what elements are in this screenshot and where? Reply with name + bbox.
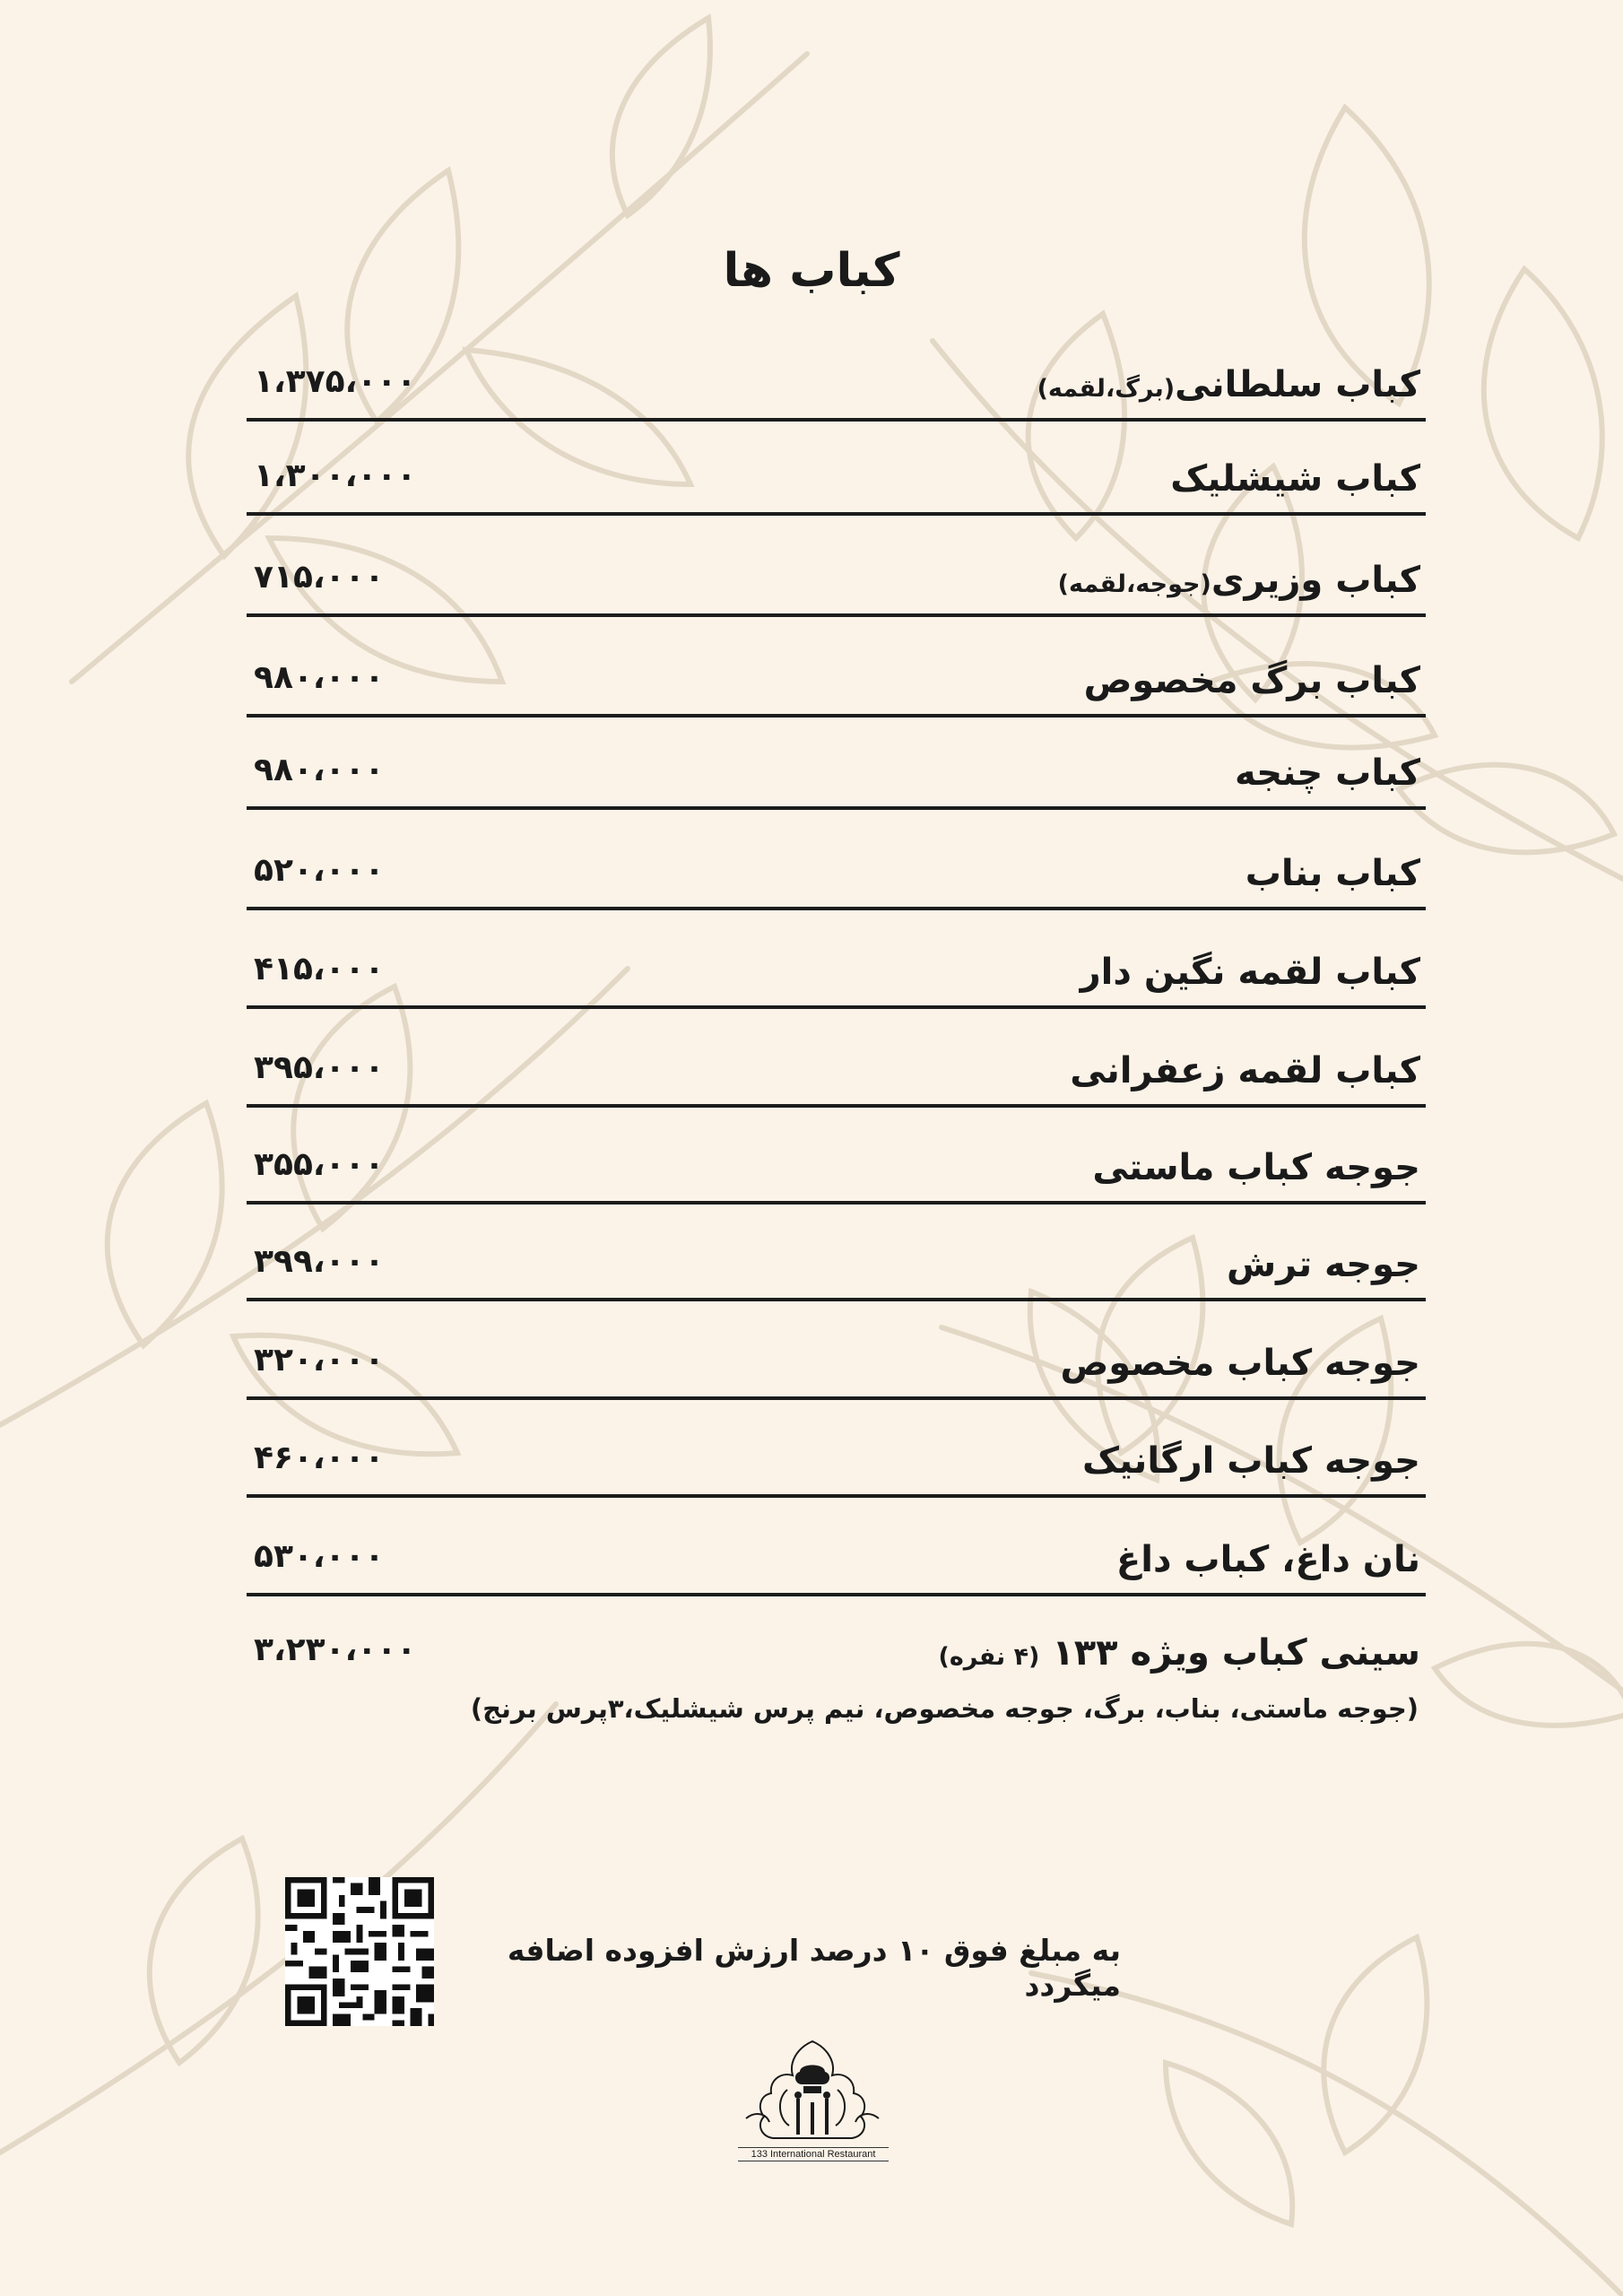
qr-code-icon — [285, 1877, 434, 2026]
menu-item-price: ۳۹۵،۰۰۰ — [254, 1049, 385, 1086]
menu-item-title: جوجه کباب ماستی — [1092, 1147, 1420, 1188]
menu-item-name — [1245, 853, 1420, 894]
menu-item — [247, 1500, 1426, 1596]
menu-item — [247, 813, 1426, 910]
menu-item-price: ۹۸۰،۰۰۰ — [254, 659, 385, 696]
menu-item — [247, 621, 1426, 718]
menu-item — [247, 713, 1426, 810]
menu-item-name — [1081, 952, 1420, 993]
menu-item — [247, 1108, 1426, 1205]
menu-item — [247, 1589, 1426, 1686]
menu-item-name — [1235, 752, 1420, 794]
menu-item-price: ۳۹۹،۰۰۰ — [254, 1243, 385, 1280]
menu-item-title: جوجه کباب مخصوص — [1060, 1343, 1420, 1384]
menu-item-title: نان داغ، کباب داغ — [1115, 1539, 1420, 1580]
menu-item-name — [939, 1632, 1420, 1674]
menu-item — [247, 912, 1426, 1009]
menu-item-title: کباب سلطانی — [1175, 364, 1420, 405]
menu-item-title: کباب بناب — [1245, 853, 1420, 894]
menu-item-price: ۴۶۰،۰۰۰ — [254, 1439, 385, 1476]
menu-item-name — [1092, 1147, 1420, 1188]
menu-item-note: (جوجه،لقمه) — [1057, 570, 1211, 598]
menu-item — [247, 1401, 1426, 1498]
menu-item-title: جوجه ترش — [1226, 1244, 1420, 1285]
restaurant-logo-icon — [733, 2036, 891, 2156]
menu-item-title: کباب شیشلیک — [1170, 458, 1420, 500]
menu-item-title: سینی کباب ویژه ۱۳۳ — [1052, 1632, 1420, 1674]
menu-item-name — [1070, 1050, 1420, 1091]
menu-item-name — [1037, 364, 1420, 405]
vat-notice: به مبلغ فوق ۱۰ درصد ارزش افزوده اضافه میگردد — [507, 1933, 1121, 2003]
menu-item-price: ۷۱۵،۰۰۰ — [254, 559, 385, 596]
menu-item-name — [1060, 1343, 1420, 1384]
menu-item-name — [1170, 458, 1420, 500]
menu-item-note: (برگ،لقمه) — [1037, 375, 1176, 403]
platter-description: (جوجه ماستی، بناب، برگ، جوجه مخصوص، نیم پرس شیشلیک،۳پرس برنج) — [470, 1693, 1419, 1724]
menu-item-name — [1116, 1539, 1420, 1580]
menu-item-price: ۱،۳۷۵،۰۰۰ — [254, 363, 417, 400]
menu-item — [247, 1303, 1426, 1400]
logo-caption: 133 International Restaurant — [738, 2147, 889, 2161]
menu-item-price: ۴۱۵،۰۰۰ — [254, 951, 385, 987]
menu-item-price: ۱،۳۰۰،۰۰۰ — [254, 457, 417, 494]
menu-item — [247, 325, 1426, 422]
menu-item-title: کباب برگ مخصوص — [1083, 660, 1420, 701]
menu-item-price: ۵۳۰،۰۰۰ — [254, 1538, 385, 1575]
menu-item-title: جوجه کباب ارگانیک — [1082, 1440, 1420, 1482]
menu-item-name — [1082, 1440, 1420, 1482]
menu-item — [247, 1205, 1426, 1301]
menu-title: کباب ها — [723, 244, 900, 298]
menu-item — [247, 520, 1426, 617]
menu-item-note: (۴ نفره) — [938, 1643, 1040, 1671]
menu-item-name — [1227, 1244, 1420, 1285]
menu-item — [247, 419, 1426, 516]
menu-item-name — [1084, 660, 1420, 701]
menu-item-price: ۳،۲۳۰،۰۰۰ — [254, 1631, 417, 1668]
menu-item-price: ۳۲۰،۰۰۰ — [254, 1342, 385, 1378]
menu-item-price: ۹۸۰،۰۰۰ — [254, 752, 385, 788]
menu-item-title: کباب لقمه نگین دار — [1080, 952, 1420, 993]
menu-item-title: کباب وزیری — [1211, 560, 1420, 601]
menu-item-price: ۵۲۰،۰۰۰ — [254, 852, 385, 889]
menu-item-name — [1058, 560, 1420, 601]
menu-item-title: کباب لقمه زعفرانی — [1070, 1050, 1420, 1091]
menu-item-title: کباب چنجه — [1235, 752, 1420, 794]
menu-item — [247, 1011, 1426, 1108]
menu-item-price: ۳۵۵،۰۰۰ — [254, 1146, 385, 1183]
